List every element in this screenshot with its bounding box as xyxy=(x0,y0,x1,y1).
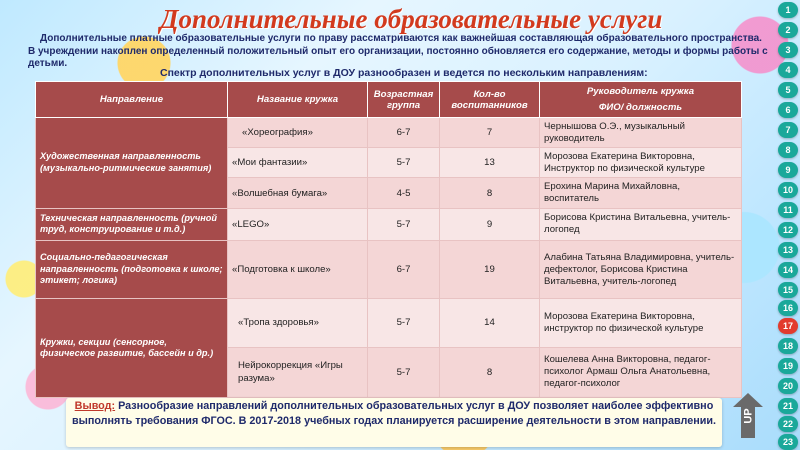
age-cell: 5-7 xyxy=(368,299,440,347)
slide-nav-5[interactable]: 5 xyxy=(778,82,798,98)
col-leader-title: Руководитель кружка xyxy=(586,86,695,97)
direction-cell: Художественная направленность (музыкально-ритмические занятия) xyxy=(36,118,228,209)
col-age: Возрастная группа xyxy=(368,82,440,118)
table-caption: Спектр дополнительных услуг в ДОУ разнообразен и ведется по нескольким направлениям: xyxy=(160,67,648,79)
table-row xyxy=(36,208,742,240)
count-cell: 9 xyxy=(440,208,540,240)
direction-cell: Социально-педагогическая направленность (подготовка к школе; этикет; логика) xyxy=(36,240,228,298)
slide-nav-16[interactable]: 16 xyxy=(778,300,798,316)
slide-nav-10[interactable]: 10 xyxy=(778,182,798,198)
club-cell: «Волшебная бумага» xyxy=(228,178,368,208)
slide-nav-22[interactable]: 22 xyxy=(778,416,798,432)
slide-nav-3[interactable]: 3 xyxy=(778,42,798,58)
slide-nav-21[interactable]: 21 xyxy=(778,398,798,414)
age-cell: 4-5 xyxy=(368,178,440,208)
slide-nav-8[interactable]: 8 xyxy=(778,142,798,158)
table-row xyxy=(36,299,742,347)
slide-nav-7[interactable]: 7 xyxy=(778,122,798,138)
slide-nav-11[interactable]: 11 xyxy=(778,202,798,218)
slide-nav-13[interactable]: 13 xyxy=(778,242,798,258)
age-cell: 6-7 xyxy=(368,118,440,148)
col-count: Кол-во воспитанников xyxy=(440,82,540,118)
col-leader xyxy=(540,82,742,118)
club-cell: «Хореография» xyxy=(228,118,368,148)
leader-cell: Морозова Екатерина Викторовна, Инструктор по физической культуре xyxy=(540,148,742,178)
club-cell: «Мои фантазии» xyxy=(228,148,368,178)
slide-nav xyxy=(776,0,800,450)
slide-nav-15[interactable]: 15 xyxy=(778,282,798,298)
slide-nav-4[interactable]: 4 xyxy=(778,62,798,78)
leader-cell: Кошелева Анна Викторовна, педагог-психолог Армаш Ольга Анатольевна, педагог-психолог xyxy=(540,347,742,397)
age-cell: 6-7 xyxy=(368,240,440,298)
slide-nav-9[interactable]: 9 xyxy=(778,162,798,178)
up-button-label[interactable]: UP xyxy=(742,408,755,424)
intro-text xyxy=(28,33,768,71)
club-cell: «LEGO» xyxy=(228,208,368,240)
leader-cell: Морозова Екатерина Викторовна, инструктор по физической культуре xyxy=(540,299,742,347)
leader-cell: Ерохина Марина Михайловна, воспитатель xyxy=(540,178,742,208)
age-cell: 5-7 xyxy=(368,347,440,397)
intro-line-1: Дополнительные платные образовательные услуги по праву рассматриваются как важнейшая составляющая образовательного пространства. xyxy=(40,33,762,44)
slide-nav-14[interactable]: 14 xyxy=(778,262,798,278)
slide-nav-23[interactable]: 23 xyxy=(778,434,798,450)
count-cell: 8 xyxy=(440,178,540,208)
slide-nav-2[interactable]: 2 xyxy=(778,22,798,38)
slide-nav-12[interactable]: 12 xyxy=(778,222,798,238)
conclusion-label: Вывод: xyxy=(74,400,116,412)
count-cell: 7 xyxy=(440,118,540,148)
col-direction: Направление xyxy=(36,82,228,118)
intro-line-2: В учреждении накоплен определенный положительный опыт его организации, постоянно обновляется его содержание, методы и формы работы с детьми. xyxy=(28,45,768,69)
count-cell: 14 xyxy=(440,299,540,347)
services-table xyxy=(35,81,742,398)
col-club: Название кружка xyxy=(228,82,368,118)
age-cell: 5-7 xyxy=(368,208,440,240)
table-row xyxy=(36,118,742,148)
leader-cell: Чернышова О.Э., музыкальный руководитель xyxy=(540,118,742,148)
count-cell: 19 xyxy=(440,240,540,298)
club-cell: Нейрокоррекция «Игры разума» xyxy=(228,347,368,397)
age-cell: 5-7 xyxy=(368,148,440,178)
leader-cell: Борисова Кристина Витальевна, учитель-логопед xyxy=(540,208,742,240)
conclusion-box xyxy=(66,398,722,447)
slide-nav-6[interactable]: 6 xyxy=(778,102,798,118)
count-cell: 13 xyxy=(440,148,540,178)
club-cell: «Подготовка к школе» xyxy=(228,240,368,298)
slide-nav-19[interactable]: 19 xyxy=(778,358,798,374)
page-title: Дополнительные образовательные услуги xyxy=(160,4,663,34)
col-leader-sub: ФИО/ должность xyxy=(598,102,683,113)
slide-nav-17[interactable]: 17 xyxy=(778,318,798,334)
direction-cell: Кружки, секции (сенсорное, физическое развитие, бассейн и др.) xyxy=(36,299,228,398)
slide-nav-18[interactable]: 18 xyxy=(778,338,798,354)
slide-nav-1[interactable]: 1 xyxy=(778,2,798,18)
leader-cell: Алабина Татьяна Владимировна, учитель-дефектолог, Борисова Кристина Витальевна, учитель-логопед xyxy=(540,240,742,298)
conclusion-text: Разнообразие направлений дополнительных образовательных услуг в ДОУ позволяет наиболее эффективно выполнять требования ФГОС. В 2017-2018 учебных годах планируется расширение деятельности в этом направлении. xyxy=(71,400,717,427)
count-cell: 8 xyxy=(440,347,540,397)
club-cell: «Тропа здоровья» xyxy=(228,299,368,347)
table-row xyxy=(36,240,742,298)
direction-cell: Техническая направленность (ручной труд, конструирование и т.д.) xyxy=(36,208,228,240)
slide-nav-20[interactable]: 20 xyxy=(778,378,798,394)
